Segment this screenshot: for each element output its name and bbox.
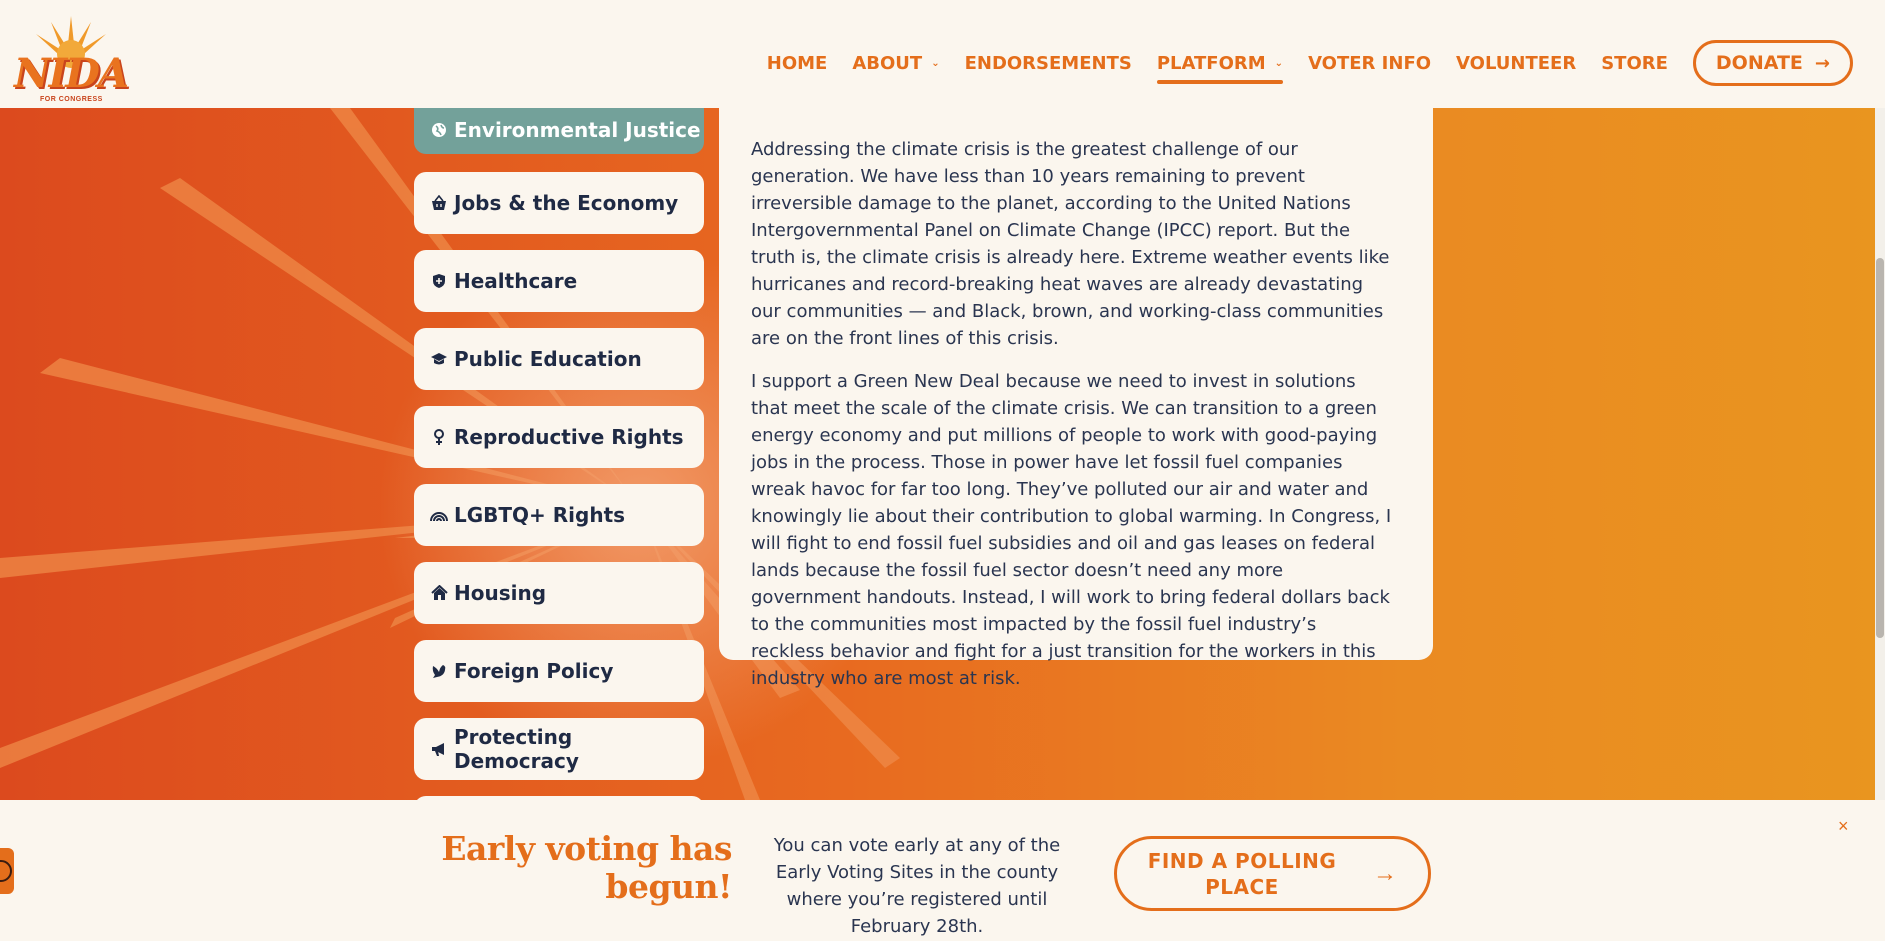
nav-platform[interactable] [1157,53,1283,74]
venus-icon [430,428,448,446]
close-icon[interactable]: × [1838,816,1849,836]
sidebar-item-protecting-democracy[interactable] [414,718,704,780]
sidebar-item-housing[interactable] [414,562,704,624]
basket-icon [430,194,448,212]
donate-label: DONATE [1715,52,1803,74]
arrow-right-icon: → [1814,52,1830,74]
nav-about-label: ABOUT [852,52,923,74]
sidebar-item-jobs-economy[interactable] [414,172,704,234]
sidebar-item-label: Healthcare [454,269,578,293]
accessibility-tab-icon[interactable] [0,848,14,894]
site-header [0,0,1885,108]
banner-text: You can vote early at any of the Early Voting Sites in the county where you’re registered until February 28th. [773,835,1061,937]
sidebar-item-label: Environmental Justice [454,118,701,142]
sidebar-item-label: Reproductive Rights [454,425,684,449]
nav-about[interactable] [852,53,939,74]
nav-store[interactable]: STORE [1601,52,1668,74]
sidebar-item-label: Housing [454,581,547,605]
nav-endorsements[interactable]: ENDORSEMENTS [964,52,1132,74]
sidebar-item-environmental-justice[interactable] [414,108,704,154]
sidebar-item-lgbtq-rights[interactable] [414,484,704,546]
content-paragraph: I support a Green New Deal because we need to invest in solutions that meet the scale of the climate crisis. We can transition to a green energy economy and put millions of people to work with good-paying jobs in the process. Those in power have let fossil fuel companies wreak havoc for far too long. They’ve polluted our air and water and knowingly lie about their contribution to global warming. In Congress, I will fight to end fossil fuel subsidies and oil and gas leases on federal lands because the fossil fuel sector doesn’t need any more government handouts. Instead, I will work to bring federal dollars back to the communities most impacted by the fossil fuel industry’s reckless behavior and fight for a just transition for the workers in this industry who are most at risk. [751,371,1392,689]
sidebar-item-public-education[interactable] [414,328,704,390]
globe-icon [430,121,448,139]
graduation-cap-icon [430,350,448,368]
sidebar-item-healthcare[interactable] [414,250,704,312]
sidebar-item-label: Foreign Policy [454,659,614,683]
scrollbar-thumb[interactable] [1876,258,1884,638]
rainbow-icon [430,506,448,524]
dove-icon [430,662,448,680]
content-paragraph: Addressing the climate crisis is the greatest challenge of our generation. We have less than 10 years remaining to prevent irreversible damage to the planet, according to the United Nations Intergovernmental Panel on Climate Change (IPCC) report. But the truth is, the climate crisis is already here. Extreme weather events like hurricanes and record-breaking heat waves are already devastating our communities — and Black, brown, and working-class communities are on the front lines of this crisis. [751,139,1390,349]
chevron-down-icon: ⌄ [1274,57,1284,69]
nav-volunteer[interactable]: VOLUNTEER [1456,52,1577,74]
nav-home[interactable]: HOME [766,52,828,74]
main-nav [742,40,1853,86]
early-voting-banner [0,800,1885,941]
banner-title: Early voting has begun! [441,829,732,906]
logo-subtext: FOR CONGRESS [40,96,103,103]
find-polling-place-label: FIND A POLLING PLACE [1147,848,1337,899]
sidebar-item-label: Protecting Democracy [454,725,579,773]
shield-icon [430,272,448,290]
arrow-right-icon: → [1373,859,1397,887]
platform-content-card [719,108,1433,689]
logo[interactable] [6,14,136,103]
sidebar-item-label: LGBTQ+ Rights [454,503,626,527]
sidebar-item-label: Jobs & the Economy [454,191,679,215]
platform-section [0,108,1875,800]
nav-voter-info[interactable]: VOTER INFO [1308,52,1432,74]
find-polling-place-button[interactable] [1114,836,1431,911]
nav-platform-label: PLATFORM [1156,52,1266,74]
sidebar-item-foreign-policy[interactable] [414,640,704,702]
bullhorn-icon [430,740,448,758]
sidebar-item-label: Public Education [454,347,642,371]
donate-button[interactable] [1693,40,1853,86]
sidebar-item-reproductive-rights[interactable] [414,406,704,468]
house-icon [430,584,448,602]
logo-wordmark: NIDA [14,50,127,97]
chevron-down-icon: ⌄ [931,57,940,69]
